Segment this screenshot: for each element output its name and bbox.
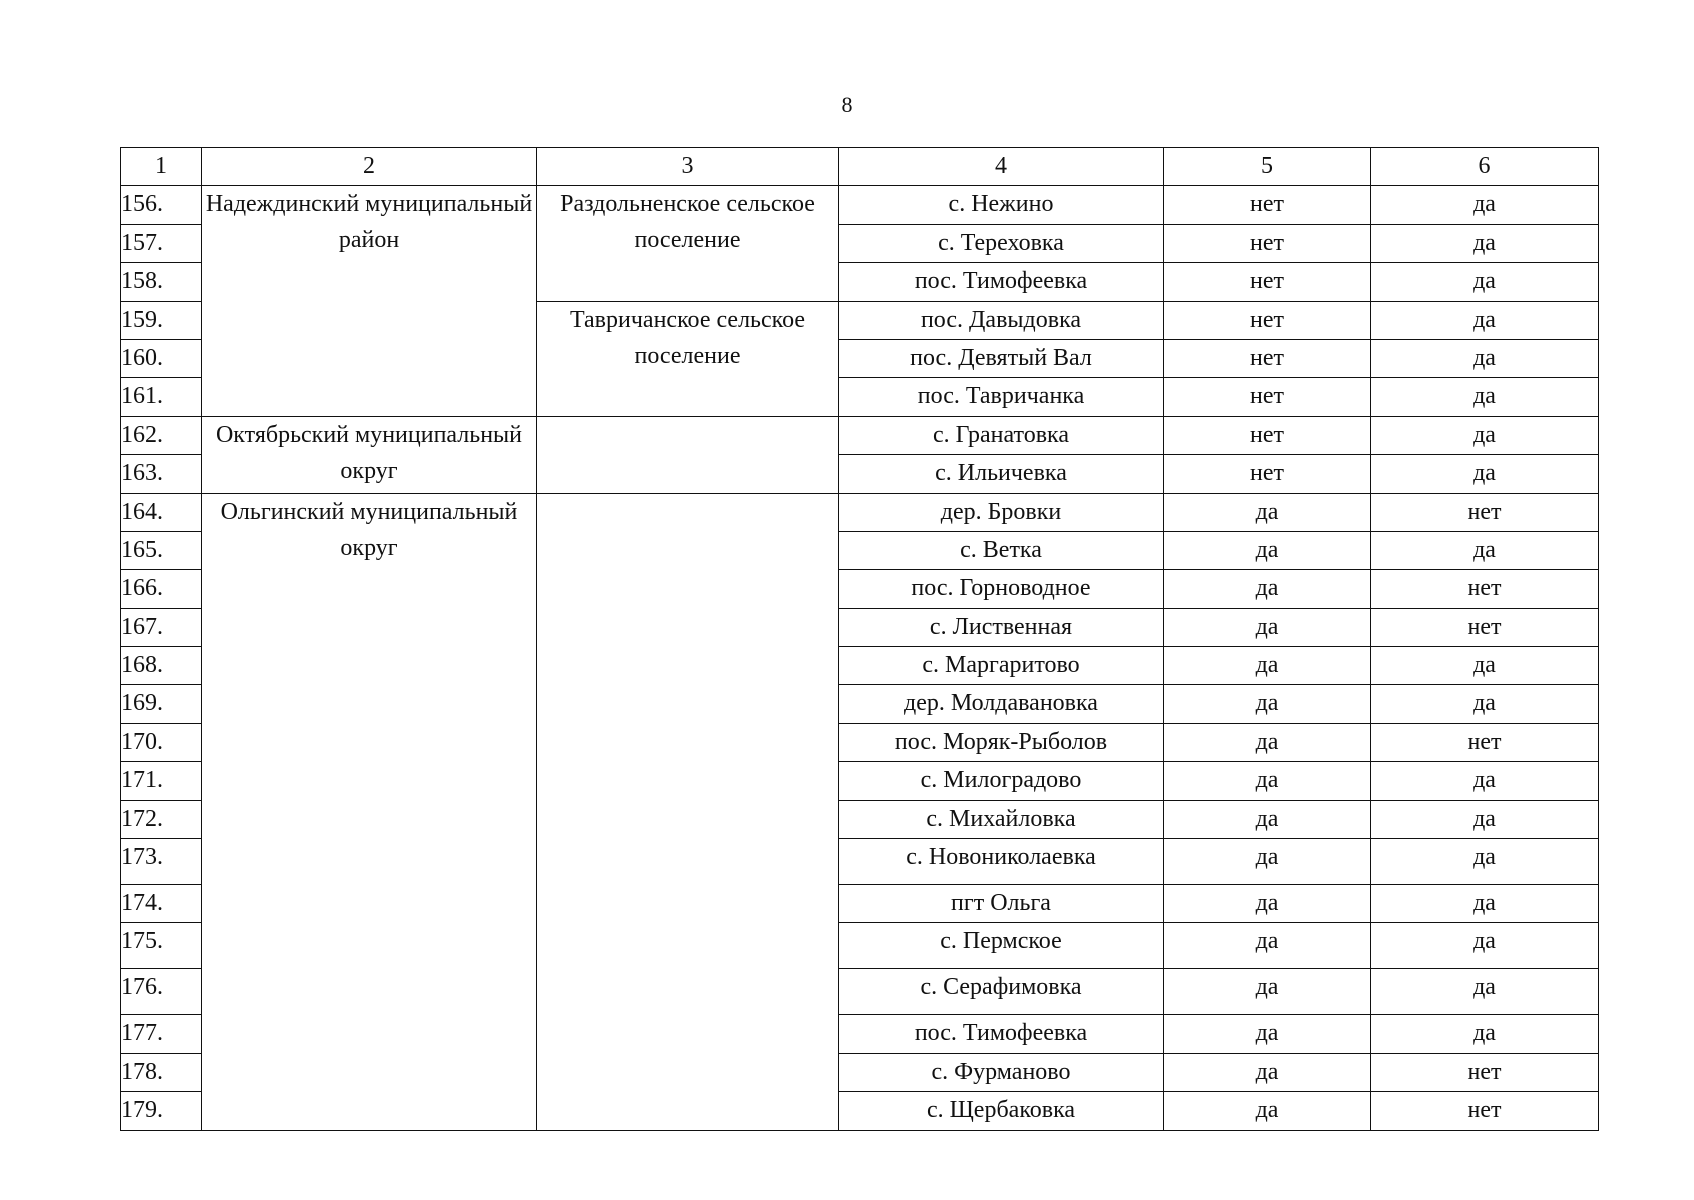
col5-cell: да <box>1164 800 1371 838</box>
page-number: 8 <box>841 92 853 117</box>
settlement-cell <box>537 493 839 1130</box>
col6-cell: да <box>1371 762 1599 800</box>
col5-cell: нет <box>1164 378 1371 416</box>
col5-cell: да <box>1164 608 1371 646</box>
row-number: 170. <box>121 723 202 761</box>
col5-cell: да <box>1164 839 1371 885</box>
place-cell: пос. Горноводное <box>839 570 1164 608</box>
header-row <box>121 148 1599 186</box>
col6-cell: нет <box>1371 570 1599 608</box>
col5-cell: да <box>1164 531 1371 569</box>
row-number: 173. <box>121 839 202 885</box>
row-number: 163. <box>121 455 202 493</box>
row-number: 178. <box>121 1053 202 1091</box>
place-cell: с. Тереховка <box>839 224 1164 262</box>
place-cell: с. Пермское <box>839 923 1164 969</box>
place-cell: с. Лиственная <box>839 608 1164 646</box>
column-header: 5 <box>1164 148 1371 186</box>
col5-cell: да <box>1164 647 1371 685</box>
col6-cell: да <box>1371 416 1599 454</box>
col5-cell: да <box>1164 493 1371 531</box>
row-number: 179. <box>121 1092 202 1130</box>
col6-cell: да <box>1371 224 1599 262</box>
table-row <box>121 186 1599 224</box>
col6-cell: да <box>1371 186 1599 224</box>
col5-cell: нет <box>1164 224 1371 262</box>
place-cell: дер. Бровки <box>839 493 1164 531</box>
place-cell: пос. Давыдовка <box>839 301 1164 339</box>
col5-cell: да <box>1164 685 1371 723</box>
col5-cell: да <box>1164 723 1371 761</box>
col5-cell: да <box>1164 1092 1371 1130</box>
col6-cell: да <box>1371 301 1599 339</box>
place-cell: дер. Молдавановка <box>839 685 1164 723</box>
col6-cell: да <box>1371 647 1599 685</box>
col5-cell: нет <box>1164 339 1371 377</box>
column-header: 1 <box>121 148 202 186</box>
col5-cell: нет <box>1164 301 1371 339</box>
row-number: 165. <box>121 531 202 569</box>
place-cell: с. Михайловка <box>839 800 1164 838</box>
col6-cell: да <box>1371 685 1599 723</box>
place-cell: пгт Ольга <box>839 885 1164 923</box>
settlement-cell <box>537 416 839 493</box>
col6-cell: да <box>1371 923 1599 969</box>
row-number: 172. <box>121 800 202 838</box>
row-number: 175. <box>121 923 202 969</box>
col6-cell: да <box>1371 885 1599 923</box>
col5-cell: нет <box>1164 186 1371 224</box>
col5-cell: да <box>1164 1015 1371 1053</box>
place-cell: с. Ильичевка <box>839 455 1164 493</box>
row-number: 171. <box>121 762 202 800</box>
row-number: 157. <box>121 224 202 262</box>
place-cell: с. Нежино <box>839 186 1164 224</box>
col6-cell: нет <box>1371 1092 1599 1130</box>
row-number: 159. <box>121 301 202 339</box>
row-number: 156. <box>121 186 202 224</box>
place-cell: с. Новониколаевка <box>839 839 1164 885</box>
row-number: 176. <box>121 969 202 1015</box>
row-number: 168. <box>121 647 202 685</box>
col6-cell: нет <box>1371 608 1599 646</box>
row-number: 166. <box>121 570 202 608</box>
col6-cell: да <box>1371 800 1599 838</box>
col5-cell: нет <box>1164 416 1371 454</box>
col6-cell: да <box>1371 531 1599 569</box>
column-header: 2 <box>202 148 537 186</box>
place-cell: пос. Тимофеевка <box>839 1015 1164 1053</box>
col6-cell: да <box>1371 1015 1599 1053</box>
place-cell: с. Маргаритово <box>839 647 1164 685</box>
row-number: 160. <box>121 339 202 377</box>
column-header: 6 <box>1371 148 1599 186</box>
place-cell: с. Фурманово <box>839 1053 1164 1091</box>
place-cell: с. Серафимовка <box>839 969 1164 1015</box>
place-cell: с. Щербаковка <box>839 1092 1164 1130</box>
place-cell: с. Гранатовка <box>839 416 1164 454</box>
col6-cell: да <box>1371 339 1599 377</box>
col6-cell: да <box>1371 839 1599 885</box>
column-header: 4 <box>839 148 1164 186</box>
place-cell: пос. Тимофеевка <box>839 263 1164 301</box>
col5-cell: нет <box>1164 455 1371 493</box>
col5-cell: да <box>1164 969 1371 1015</box>
col6-cell: нет <box>1371 1053 1599 1091</box>
col6-cell: нет <box>1371 723 1599 761</box>
row-number: 164. <box>121 493 202 531</box>
row-number: 177. <box>121 1015 202 1053</box>
col6-cell: да <box>1371 263 1599 301</box>
row-number: 167. <box>121 608 202 646</box>
district-cell: Октябрьский муниципальный округ <box>202 416 537 493</box>
col6-cell: да <box>1371 969 1599 1015</box>
place-cell: с. Милоградово <box>839 762 1164 800</box>
row-number: 161. <box>121 378 202 416</box>
col6-cell: да <box>1371 378 1599 416</box>
col6-cell: да <box>1371 455 1599 493</box>
row-number: 169. <box>121 685 202 723</box>
district-cell: Ольгинский муниципальный округ <box>202 493 537 1130</box>
col6-cell: нет <box>1371 493 1599 531</box>
col5-cell: да <box>1164 923 1371 969</box>
col5-cell: нет <box>1164 263 1371 301</box>
col5-cell: да <box>1164 885 1371 923</box>
col5-cell: да <box>1164 762 1371 800</box>
settlement-cell: Раздольненское сельское поселение <box>537 186 839 301</box>
row-number: 158. <box>121 263 202 301</box>
row-number: 174. <box>121 885 202 923</box>
place-cell: пос. Моряк-Рыболов <box>839 723 1164 761</box>
table-row <box>121 416 1599 454</box>
settlements-table <box>120 147 1599 1131</box>
col5-cell: да <box>1164 570 1371 608</box>
place-cell: с. Ветка <box>839 531 1164 569</box>
table-row <box>121 493 1599 531</box>
place-cell: пос. Девятый Вал <box>839 339 1164 377</box>
column-header: 3 <box>537 148 839 186</box>
place-cell: пос. Тавричанка <box>839 378 1164 416</box>
row-number: 162. <box>121 416 202 454</box>
col5-cell: да <box>1164 1053 1371 1091</box>
district-cell: Надеждинский муниципальный район <box>202 186 537 416</box>
settlement-cell: Тавричанское сельское поселение <box>537 301 839 416</box>
